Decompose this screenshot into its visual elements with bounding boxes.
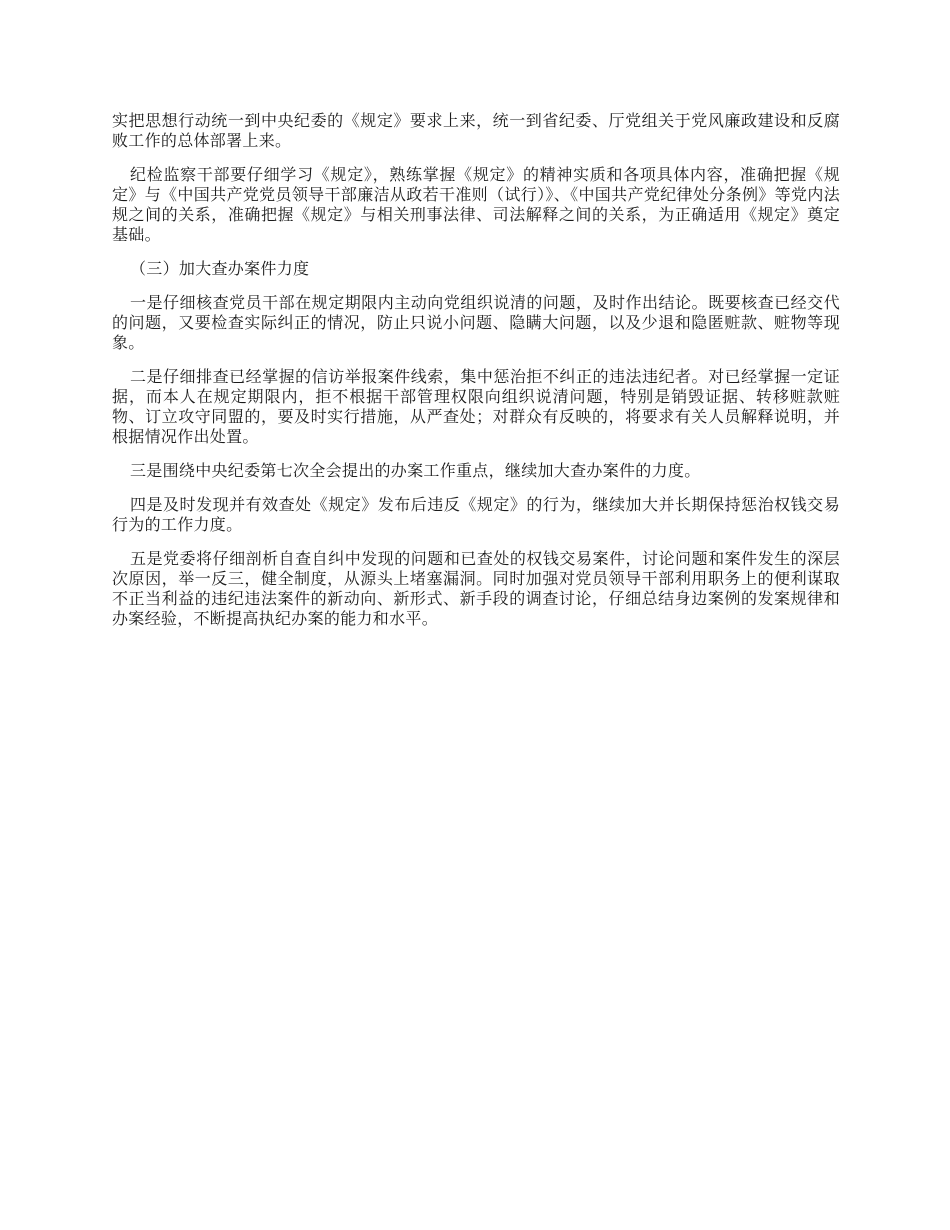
section-heading: （三）加大查办案件力度 <box>130 259 310 278</box>
paragraph-study-regulations: 纪检监察干部要仔细学习《规定》，熟练掌握《规定》的精神实质和各项具体内容，准确把握《规定》与《中国共产党党员领导干部廉洁从政若干准则（试行）》、《中国共产党纪律处分条例》等党内法规之间的关系，准确把握《规定》与相关刑事法律、司法解释之间的关系，为正确适用《规定》奠定基础。 <box>112 165 840 244</box>
paragraph-item-two: 二是仔细排查已经掌握的信访举报案件线索，集中惩治拒不纠正的违法违纪者。对已经掌握一定证据，而本人在规定期限内，拒不根据干部管理权限向组织说清问题，特别是销毁证据、转移赃款赃物、订立攻守同盟的，要及时实行措施，从严查处；对群众有反映的，将要求有关人员解释说明，并根据情况作出处置。 <box>112 367 840 446</box>
paragraph-continuation: 实把思想行动统一到中央纪委的《规定》要求上来，统一到省纪委、厅党组关于党风廉政建设和反腐败工作的总体部署上来。 <box>112 111 840 150</box>
document-body <box>112 111 840 643</box>
paragraph-item-one: 一是仔细核查党员干部在规定期限内主动向党组织说清的问题，及时作出结论。既要核查已经交代的问题，又要检查实际纠正的情况，防止只说小问题、隐瞒大问题，以及少退和隐匿赃款、赃物等现象。 <box>112 293 840 352</box>
paragraph-item-three: 三是围绕中央纪委第七次全会提出的办案工作重点，继续加大查办案件的力度。 <box>130 461 701 480</box>
paragraph-item-five: 五是党委将仔细剖析自查自纠中发现的问题和已查处的权钱交易案件，讨论问题和案件发生的深层次原因，举一反三，健全制度，从源头上堵塞漏洞。同时加强对党员领导干部利用职务上的便利谋取不正当利益的违纪违法案件的新动向、新形式、新手段的调查讨论，仔细总结身边案例的发案规律和办案经验，不断提高执纪办案的能力和水平。 <box>112 549 840 628</box>
paragraph-item-four: 四是及时发现并有效查处《规定》发布后违反《规定》的行为，继续加大并长期保持惩治权钱交易行为的工作力度。 <box>112 495 840 534</box>
